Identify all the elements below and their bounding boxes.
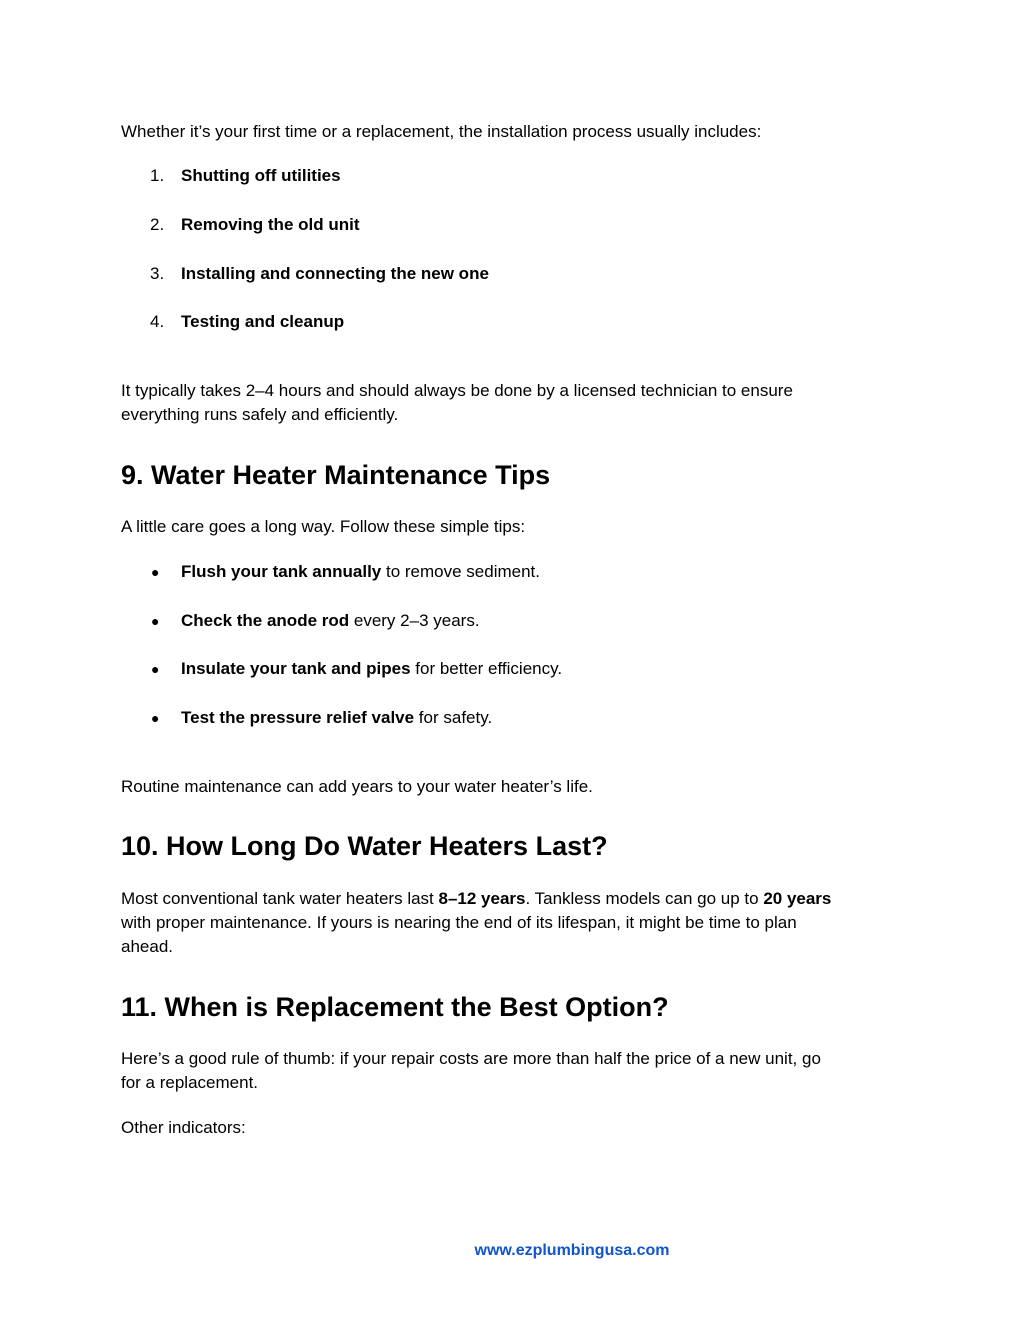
- list-number: 2.: [150, 215, 165, 234]
- tip-rest: to remove sediment.: [381, 562, 541, 581]
- tip-text: [181, 609, 480, 633]
- replacement-paragraph: [121, 1047, 901, 1095]
- install-note: [121, 379, 901, 427]
- install-step-label: Installing and connecting the new one: [181, 264, 489, 283]
- section-heading-maintenance: 9. Water Heater Maintenance Tips: [121, 460, 551, 490]
- install-note-line: It typically takes 2–4 hours and should always be done by a licensed technician to ensure: [121, 381, 793, 400]
- list-number: 3.: [150, 264, 165, 283]
- install-step-label: Shutting off utilities: [181, 166, 341, 185]
- tip-text: [181, 706, 492, 730]
- tip-rest: for safety.: [414, 708, 493, 727]
- install-step-label: Removing the old unit: [181, 215, 360, 234]
- maintenance-intro: A little care goes a long way. Follow these simple tips:: [121, 517, 526, 536]
- lifespan-paragraph: [121, 887, 901, 959]
- tip-bold: Test the pressure relief valve: [181, 708, 415, 727]
- list-number: 4.: [150, 312, 165, 331]
- bullet-icon: ●: [151, 564, 160, 580]
- section-heading-replacement: 11. When is Replacement the Best Option?: [121, 992, 669, 1022]
- bullet-icon: ●: [151, 661, 160, 677]
- tip-text: [181, 560, 540, 584]
- footer-website-link[interactable]: www.ezplumbingusa.com: [474, 1242, 670, 1259]
- tip-bold: Flush your tank annually: [181, 562, 382, 581]
- lifespan-tank-years: 8–12 years: [438, 889, 526, 908]
- lifespan-text: ahead.: [121, 937, 173, 956]
- bullet-icon: ●: [151, 613, 160, 629]
- install-step-label: Testing and cleanup: [181, 312, 345, 331]
- tip-text: [181, 657, 562, 681]
- install-intro: Whether it’s your first time or a replacement, the installation process usually includes:: [121, 122, 762, 141]
- replacement-text: for a replacement.: [121, 1073, 259, 1092]
- tip-rest: every 2–3 years.: [349, 611, 480, 630]
- bullet-icon: ●: [151, 710, 160, 726]
- other-indicators: Other indicators:: [121, 1118, 246, 1137]
- tip-bold: Insulate your tank and pipes: [181, 659, 411, 678]
- install-note-line: everything runs safely and efficiently.: [121, 405, 399, 424]
- list-number: 1.: [150, 166, 165, 185]
- lifespan-text: with proper maintenance. If yours is nearing the end of its lifespan, it might be time to plan: [121, 913, 797, 932]
- maintenance-outro: Routine maintenance can add years to your water heater’s life.: [121, 777, 593, 796]
- replacement-text: Here’s a good rule of thumb: if your repair costs are more than half the price of a new unit, go: [121, 1049, 821, 1068]
- tip-rest: for better efficiency.: [410, 659, 563, 678]
- lifespan-tankless-years: 20 years: [763, 889, 832, 908]
- lifespan-text: Most conventional tank water heaters last: [121, 889, 439, 908]
- lifespan-text: . Tankless models can go up to: [525, 889, 764, 908]
- tip-bold: Check the anode rod: [181, 611, 350, 630]
- section-heading-lifespan: 10. How Long Do Water Heaters Last?: [121, 831, 608, 861]
